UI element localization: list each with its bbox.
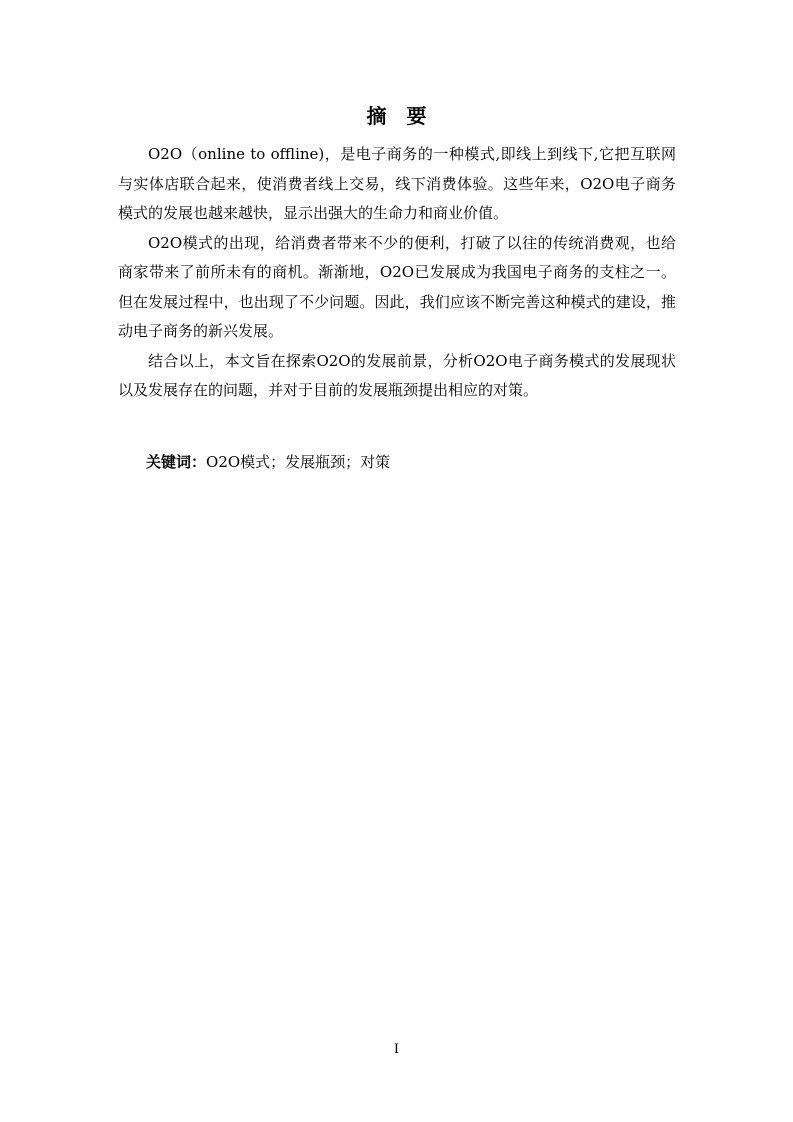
keywords-value: O2O模式；发展瓶颈；对策 [206,453,391,471]
keywords-line [146,448,390,477]
page-number: I [393,1042,400,1057]
abstract-paragraph-1: O2O（online to offline)，是电子商务的一种模式,即线上到线下,它把互联网与实体店联合起来，使消费者线上交易，线下消费体验。这些年来，O2O电子商务模式的发展也越来越快，显示出强大的生命力和商业价值。 [118,145,676,222]
abstract-body [118,140,676,406]
keywords-label: 关键词： [146,453,207,471]
abstract-paragraph-3: 结合以上，本文旨在探索O2O的发展前景，分析O2O电子商务模式的发展现状以及发展存在的问题，并对于目前的发展瓶颈提出相应的对策。 [118,351,676,399]
abstract-title: 摘 要 [366,104,427,128]
abstract-paragraph-2: O2O模式的出现，给消费者带来不少的便利，打破了以往的传统消费观，也给商家带来了前所未有的商机。渐渐地，O2O已发展成为我国电子商务的支柱之一。但在发展过程中，也出现了不少问题。因此，我们应该不断完善这种模式的建设，推动电子商务的新兴发展。 [118,233,676,340]
